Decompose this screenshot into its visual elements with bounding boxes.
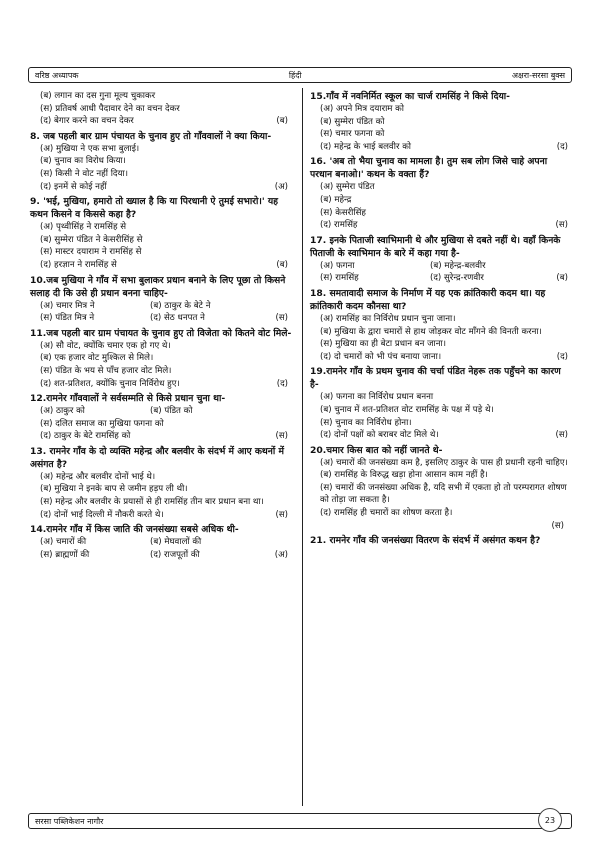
option: (ब) एक हजार वोट मुश्किल से मिले।: [40, 353, 154, 364]
option-row: (अ) चमार मित्र ने (ब) ठाकुर के बेटे ने: [40, 300, 211, 311]
option: (स) किसी ने वोट नहीं दिया।: [40, 168, 128, 179]
option: (ब) चुनाव में शत-प्रतिशत वोट रामसिंह के पक्ष में पड़े थे।: [320, 404, 494, 415]
option: (स) मुखिया का ही बेटा प्रधान बन जाना।: [320, 339, 447, 350]
option: (स) चमारों की जनसंख्या अधिक है, यदि सभी में एकता हो तो परम्परागत शोषण को तोड़ा जा सकता है।: [320, 482, 567, 506]
option: (स) केसरीसिंह: [320, 207, 366, 218]
option: (द) ठाकुर के बेटे रामसिंह को (स): [40, 431, 288, 442]
page-header: [28, 67, 572, 83]
answer: (स): [275, 313, 288, 324]
option-row: (अ) फगना (ब) महेन्द्र-बलवीर: [320, 260, 486, 271]
option: (द) शत-प्रतिशत, क्योंकि चुनाव निर्विरोध हुए। (द): [40, 378, 288, 389]
option: (ब) महेन्द्र: [320, 194, 352, 205]
option: (स) पंडित के भय से पाँच हजार वोट मिले।: [40, 365, 172, 376]
publisher-name: सरसा पब्लिकेशन नागौर: [35, 816, 104, 826]
option-row: (स) पंडित मित्र ने (द) सेठ धनपत ने (स): [40, 313, 288, 324]
option: (ब) लगान का दस गुना मूल्य चुकाकर: [40, 91, 156, 101]
option: (ब) मुखिया के द्वारा चमारों से हाथ जोड़कर वोट माँगने की विनती करना।: [320, 326, 542, 337]
header-left: वरिष्ठ अध्यापक: [35, 70, 79, 80]
page-number: 23: [538, 808, 562, 832]
option: (स) मास्टर दयाराम ने रामसिंह से: [40, 247, 142, 258]
answer: (ब): [276, 116, 288, 127]
option: (ब) चुनाव का विरोध किया।: [40, 156, 126, 167]
option: (अ) फगना का निर्विरोध प्रधान बनना: [320, 392, 434, 403]
option: (द) हरज्ञान ने रामसिंह से (ब): [40, 259, 288, 270]
question-19: 19.रामनेर गाँव के प्रथम चुनाव की चर्चा पंडित नेहरू तक पहुँचने का कारण है-: [310, 366, 561, 391]
option: (अ) चमारों की जनसंख्या कम है, इसलिए ठाकुर के पास ही प्रधानी रहनी चाहिए।: [320, 457, 568, 468]
question-20: 20.चमार किस बात को नहीं जानते थे-: [310, 444, 443, 456]
option: (द) दोनों भाई दिल्ली में नौकरी करते थे। (स): [40, 509, 288, 520]
option: (द) दो चमारों को भी पंच बनाया जाना। (द): [320, 351, 568, 362]
option-row: (अ) ठाकुर को (ब) पंडित को: [40, 406, 193, 417]
answer: (द): [556, 141, 568, 152]
header-center: हिंदी: [288, 70, 302, 80]
left-column: [30, 90, 292, 561]
option: (ब) मुखिया ने इनके बाप से जमीन हड़प ली थी।: [40, 484, 188, 495]
question-18: 18. समतावादी समाज के निर्माण में यह एक क्रांतिकारी कदम था। यह क्रांतिकारी कदम कौनसा था?: [310, 287, 546, 312]
question-15: 15.गाँव में नवनिर्मित स्कूल का चार्ज रामसिंह ने किसे दिया-: [310, 91, 510, 102]
option: (ब) सुम्मेरा पंडित ने केसरीसिंह से: [40, 234, 143, 245]
option: (द) रामसिंह (स): [320, 220, 568, 231]
option: (अ) मुखिया ने एक सभा बुलाई।: [40, 143, 140, 154]
question-16: 16. 'अब तो भैया चुनाव का मामला है। तुम सब लोग जिसे चाहे अपना परधान बनाओ।' कथन के वक्ता हैं?: [310, 156, 548, 181]
page-footer: [28, 813, 572, 829]
option: (अ) रामसिंह का निर्विरोध प्रधान चुना जाना।: [320, 313, 456, 324]
option: (ब) सुम्मेरा पंडित को: [320, 116, 385, 127]
option: (स) चुनाव का निर्विरोध होना।: [320, 417, 412, 428]
answer: (स): [555, 430, 568, 441]
option: (स) दलित समाज का मुखिया फगना को: [40, 418, 164, 429]
answer: (स): [275, 509, 288, 520]
question-10: 10.जब मुखिया ने गाँव में सभा बुलाकर प्रधान बनाने के लिए पूछा तो किसने सलाह दी कि उसे ही प्रधान बनना चाहिए-: [30, 274, 286, 299]
option: (स) महेन्द्र और बलवीर के प्रयासों से ही रामसिंह तीन बार प्रधान बना था।: [40, 497, 264, 508]
question-13: 13. रामनेर गाँव के दो व्यक्ति महेन्द्र और बलवीर के संदर्भ में आए कथनों में असंगत है?: [30, 445, 284, 470]
answer: (स): [551, 520, 564, 531]
answer: (द): [276, 378, 288, 389]
question-12: 12.रामनेर गाँववालों ने सर्वसम्मति से किसे प्रधान चुना था-: [30, 393, 226, 405]
option: (स) प्रतिवर्ष आधी पैदावार देने का वचन देकर: [40, 103, 180, 114]
right-column: [310, 90, 572, 547]
option: (ब) रामसिंह के विरुद्ध खड़ा होना आसान काम नहीं है।: [320, 470, 488, 481]
option-row: (स) ब्राह्मणों की (द) राजपूतों की (अ): [40, 549, 288, 560]
answer: (स): [555, 220, 568, 231]
option: (द) रामसिंह ही चमारों का शोषण करता है।: [320, 508, 453, 519]
question-17: 17. इनके पिताजी स्वाभिमानी थे और मुखिया से दबते नहीं थे। वहाँ किनके पिताजी के स्वाभिमान के बारे में कहा गया है-: [310, 234, 561, 259]
option: (द) बेगार करने का वचन देकर (ब): [40, 116, 288, 127]
question-8: 8. जब पहली बार ग्राम पंचायत के चुनाव हुए तो गाँववालों ने क्या किया-: [30, 130, 272, 142]
question-9: 9. 'भई, मुखिया, हमारो तो ख्याल है कि या पिरधानी ऐ तुमई सभारो।' यह कथन किसने व किससे कहा है?: [30, 196, 279, 221]
answer: (स): [275, 431, 288, 442]
option: (द) महेन्द्र के भाई बलवीर को (द): [320, 141, 568, 152]
option: (अ) महेन्द्र और बलवीर दोनों भाई थे।: [40, 471, 156, 482]
question-14: 14.रामनेर गाँव में किस जाति की जनसंख्या सबसे अधिक थी-: [30, 524, 239, 536]
header-right: अक्षरा-सरसा बुक्स: [511, 70, 565, 80]
answer: (ब): [276, 259, 288, 270]
question-21: 21. रामनेर गाँव की जनसंख्या वितरण के संदर्भ में असंगत कथन है?: [310, 535, 541, 547]
option: (अ) सुम्मेरा पंडित: [320, 182, 375, 193]
column-divider: [302, 88, 303, 806]
option: (अ) सौ वोट, क्योंकि चमार एक हो गए थे।: [40, 340, 171, 351]
option-row: (अ) चमारों की (ब) मेघवालों की: [40, 537, 202, 548]
answer: (अ): [274, 181, 288, 192]
answer: (ब): [556, 273, 568, 284]
option: (अ) अपने मित्र दयाराम को: [320, 104, 405, 114]
answer: (अ): [274, 549, 288, 560]
option: (अ) पृथ्वीसिंह ने रामसिंह से: [40, 222, 127, 233]
question-11: 11.जब पहली बार ग्राम पंचायत के चुनाव हुए तो विजेता को कितने वोट मिले-: [30, 327, 292, 339]
answer: (द): [556, 351, 568, 362]
option: (स) चमार फगना को: [320, 129, 385, 140]
option: (द) इनमें से कोई नहीं (अ): [40, 181, 288, 192]
option: (द) दोनों पक्षों को बराबर वोट मिले थे। (स): [320, 430, 568, 441]
option-row: (स) रामसिंह (द) सुरेन्द्र-रणवीर (ब): [320, 273, 568, 284]
